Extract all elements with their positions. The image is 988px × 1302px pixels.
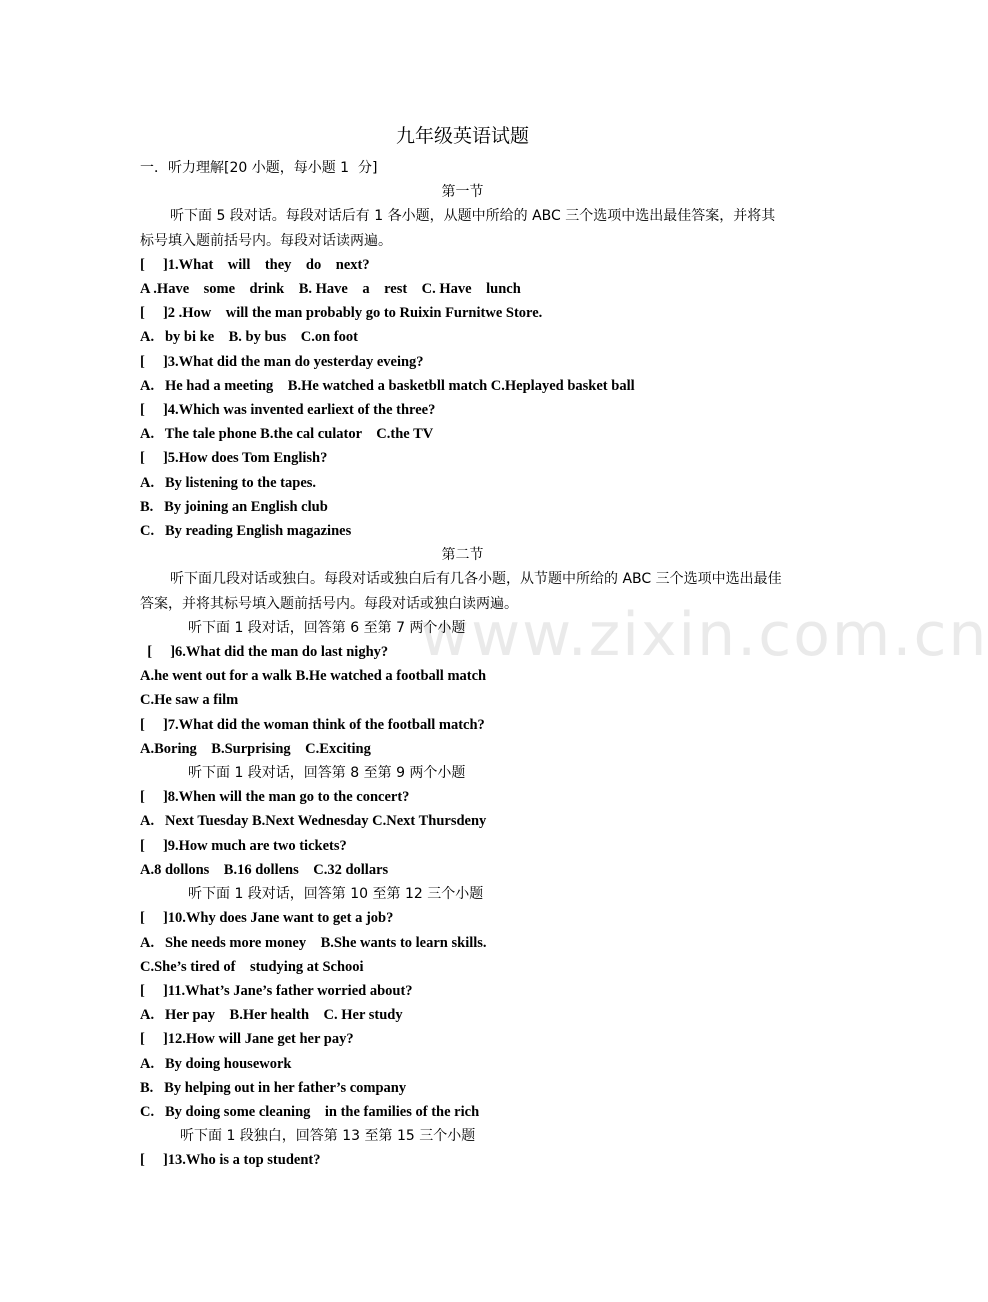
option-line: A.8 dollons B.16 dollens C.32 dollars <box>140 861 389 878</box>
option-line: A .Have some drink B. Have a rest C. Have lunch <box>140 281 521 298</box>
question-line: [ ]7.What did the woman think of the football match? <box>140 716 485 733</box>
option-line: A. By listening to the tapes. <box>140 474 317 491</box>
option-line: A. By doing housework <box>140 1055 292 1072</box>
part1-questions <box>140 253 785 543</box>
option-line: B. By helping out in her father’s company <box>140 1079 407 1096</box>
question-line: [ ]10.Why does Jane want to get a job? <box>140 910 394 927</box>
question-line: [ ]1.What will they do next? <box>140 256 370 273</box>
question-line: [ ]5.How does Tom English? <box>140 450 328 467</box>
page-title: 九年级英语试题 <box>395 125 529 147</box>
question-line: [ ]9.How much are two tickets? <box>140 837 347 854</box>
group-intro: 听下面 1 段独白，回答第 13 至第 15 三个小题 <box>180 1128 476 1145</box>
question-line: [ ]11.What’s Jane’s father worried about? <box>140 982 413 999</box>
question-line: [ ]13.Who is a top student? <box>140 1152 321 1169</box>
question-line: [ ]8.When will the man go to the concert? <box>140 789 410 806</box>
option-line: A. The tale phone B.the cal culator C.the TV <box>140 426 434 443</box>
question-line: [ ]3.What did the man do yesterday eveing? <box>140 353 424 370</box>
group-intro: 听下面 1 段对话，回答第 6 至第 7 两个小题 <box>188 619 466 636</box>
part2-heading: 第二节 <box>441 547 484 564</box>
section-heading: 一．听力理解[20 小题，每小题 1 分] <box>140 160 378 176</box>
group-intro: 听下面 1 段对话，回答第 10 至第 12 三个小题 <box>188 886 484 903</box>
part1-instruction: 听下面 5 段对话。每段对话后有 1 各小题，从题中所给的 ABC 三个选项中选出最佳答案，并将其标号填入题前括号内。每段对话读两遍。 <box>140 208 776 249</box>
option-line: C. By reading English magazines <box>140 523 352 540</box>
option-line: A. Her pay B.Her health C. Her study <box>140 1007 403 1024</box>
option-line: C. By doing some cleaning in the families of the rich <box>140 1103 480 1120</box>
option-line: A. He had a meeting B.He watched a basketbll match C.Heplayed basket ball <box>140 377 635 394</box>
option-line: A.Boring B.Surprising C.Exciting <box>140 740 371 757</box>
option-line: A. Next Tuesday B.Next Wednesday C.Next Thursdeny <box>140 813 487 830</box>
part2-instruction: 听下面几段对话或独白。每段对话或独白后有几各小题，从节题中所给的 ABC 三个选项中选出最佳答案，并将其标号填入题前括号内。每段对话或独白读两遍。 <box>140 571 782 612</box>
option-line: C.He saw a film <box>140 692 239 709</box>
option-line: C.She’s tired of studying at Schooi <box>140 958 364 975</box>
question-line: [ ]2 .How will the man probably go to Ruixin Furnitwe Store. <box>140 305 543 322</box>
document-content <box>140 122 785 1173</box>
option-line: A.he went out for a walk B.He watched a football match <box>140 668 487 685</box>
question-line: [ ]12.How will Jane get her pay? <box>140 1031 354 1048</box>
part1-heading: 第一节 <box>441 184 484 201</box>
option-line: A. by bi ke B. by bus C.on foot <box>140 329 358 346</box>
watermark: www.zixin.com.cn <box>420 600 988 670</box>
option-line: B. By joining an English club <box>140 498 328 515</box>
group-intro: 听下面 1 段对话，回答第 8 至第 9 两个小题 <box>188 765 466 782</box>
option-line: A. She needs more money B.She wants to learn skills. <box>140 934 487 951</box>
question-line: [ ]4.Which was invented earliext of the three? <box>140 402 436 419</box>
question-line: [ ]6.What did the man do last nighy? <box>140 644 389 661</box>
